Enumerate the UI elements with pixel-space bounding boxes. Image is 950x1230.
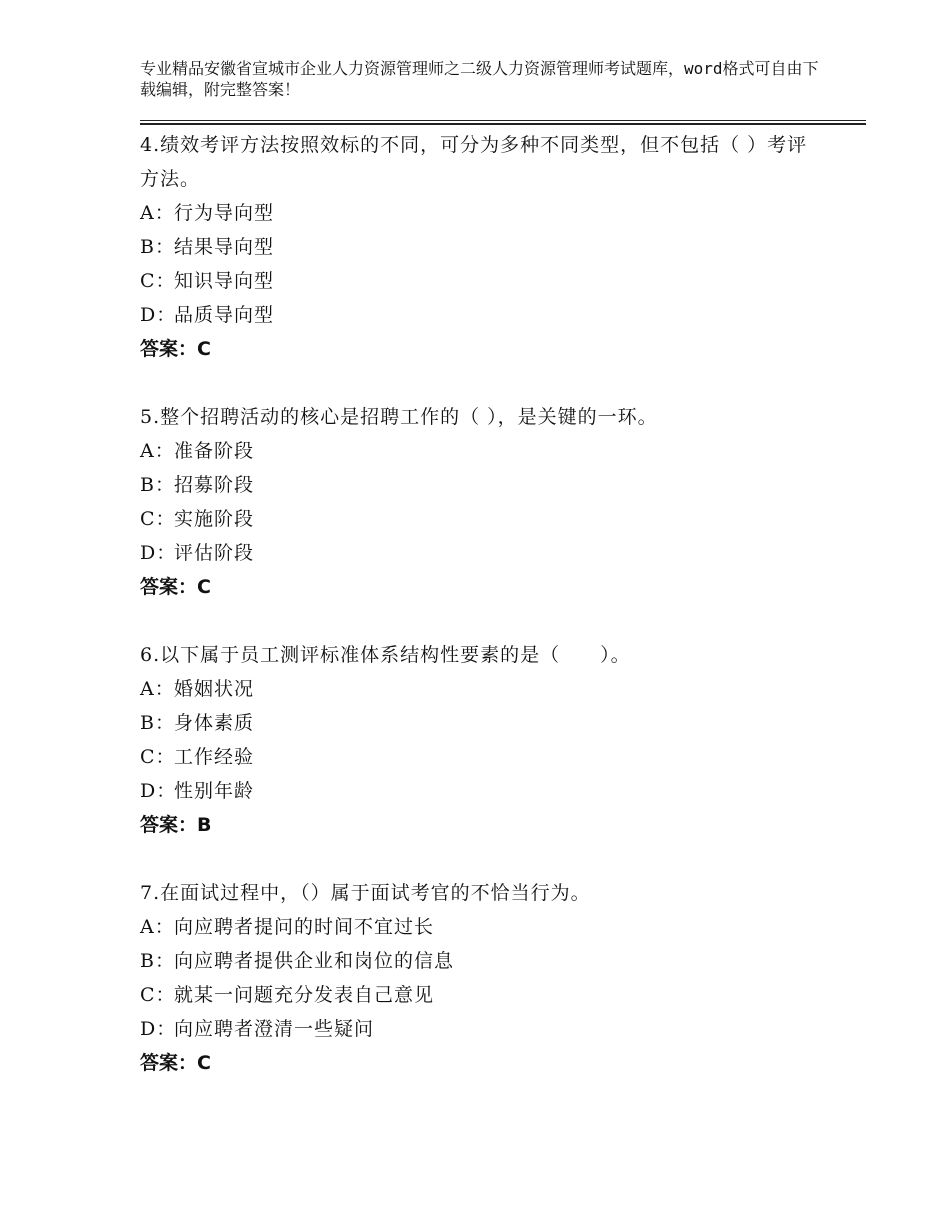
option-text: 实施阶段	[174, 508, 255, 530]
option-text: 招募阶段	[174, 474, 255, 496]
answer	[140, 332, 820, 366]
question-text: 6.以下属于员工测评标准体系结构性要素的是（ ）。	[140, 644, 631, 666]
answer-value: C	[197, 338, 211, 360]
answer-value: C	[197, 576, 211, 598]
option-key: C：	[140, 270, 176, 292]
option-c	[140, 978, 820, 1012]
option-b	[140, 468, 820, 502]
option-text: 工作经验	[174, 746, 255, 768]
option-text: 行为导向型	[174, 202, 275, 224]
question-text: 5.整个招聘活动的核心是招聘工作的（ ），是关键的一环。	[140, 406, 658, 428]
option-text: 性别年龄	[174, 780, 255, 802]
option-key: B：	[140, 474, 175, 496]
option-text: 知识导向型	[174, 270, 275, 292]
option-text: 向应聘者提问的时间不宜过长	[174, 916, 435, 938]
option-text: 准备阶段	[174, 440, 255, 462]
option-b	[140, 230, 820, 264]
option-text: 评估阶段	[174, 542, 255, 564]
option-c	[140, 264, 820, 298]
question-4	[140, 128, 820, 366]
answer-value: C	[197, 1052, 211, 1074]
question-text: 4.绩效考评方法按照效标的不同，可分为多种不同类型，但不包括（ ）考评方法。	[140, 134, 808, 190]
option-a	[140, 672, 820, 706]
answer-label: 答案：	[140, 814, 198, 836]
option-key: B：	[140, 712, 175, 734]
option-key: B：	[140, 236, 175, 258]
option-a	[140, 434, 820, 468]
question-text: 7.在面试过程中，（）属于面试考官的不恰当行为。	[140, 882, 591, 904]
option-text: 婚姻状况	[174, 678, 255, 700]
option-key: A：	[140, 678, 175, 700]
option-d	[140, 1012, 820, 1046]
option-a	[140, 910, 820, 944]
answer	[140, 570, 820, 604]
option-key: C：	[140, 984, 176, 1006]
answer-label: 答案：	[140, 338, 198, 360]
question-6	[140, 638, 820, 842]
option-key: B：	[140, 950, 175, 972]
option-key: A：	[140, 916, 175, 938]
document-header: 专业精品安徽省宣城市企业人力资源管理师之二级人力资源管理师考试题库，word格式可自由下载编辑，附完整答案！	[140, 59, 819, 99]
question-list	[140, 128, 820, 1114]
option-c	[140, 502, 820, 536]
option-text: 结果导向型	[174, 236, 275, 258]
option-d	[140, 536, 820, 570]
option-key: A：	[140, 202, 175, 224]
option-key: A：	[140, 440, 175, 462]
option-text: 向应聘者提供企业和岗位的信息	[174, 950, 455, 972]
answer-label: 答案：	[140, 576, 198, 598]
answer-value: B	[197, 814, 212, 836]
option-text: 向应聘者澄清一些疑问	[174, 1018, 375, 1040]
option-key: D：	[140, 780, 177, 802]
option-text: 品质导向型	[174, 304, 275, 326]
question-5	[140, 400, 820, 604]
answer-label: 答案：	[140, 1052, 198, 1074]
option-d	[140, 298, 820, 332]
option-text: 身体素质	[174, 712, 255, 734]
option-key: D：	[140, 304, 177, 326]
option-b	[140, 706, 820, 740]
answer	[140, 1046, 820, 1080]
header-divider	[140, 120, 866, 125]
option-b	[140, 944, 820, 978]
option-c	[140, 740, 820, 774]
answer	[140, 808, 820, 842]
option-key: D：	[140, 542, 177, 564]
option-key: C：	[140, 746, 176, 768]
option-text: 就某一问题充分发表自己意见	[174, 984, 435, 1006]
option-d	[140, 774, 820, 808]
option-key: C：	[140, 508, 176, 530]
question-7	[140, 876, 820, 1080]
option-a	[140, 196, 820, 230]
option-key: D：	[140, 1018, 177, 1040]
